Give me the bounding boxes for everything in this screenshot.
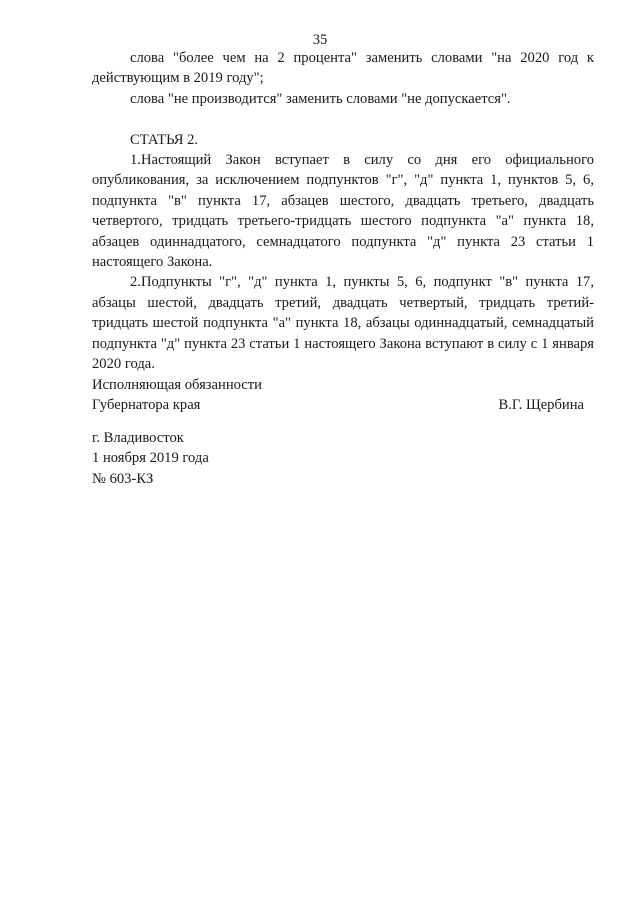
article-heading: СТАТЬЯ 2. — [130, 131, 199, 148]
article-paragraph-1: 1.Настоящий Закон вступает в силу со дня его официального опубликования, за исключением подпунктов "г", "д" пункта 1, пунктов 5, 6, подпункта "в" пункта 17, абзацев шестого, двадцать третьего, двадцать четвертого, тридцать третьего-тридцать шестого подпункта "а" пункта 18, абзацев одиннадцатого, семнадцатого подпункта "д" пункта 23 статьи 1 настоящего Закона. — [92, 152, 594, 271]
document-body — [92, 48, 594, 374]
date: 1 ноября 2019 года — [92, 450, 209, 467]
amendment-paragraph-2: слова "не производится" заменить словами "не допускается". — [130, 90, 511, 107]
city: г. Владивосток — [92, 430, 184, 446]
signatory-title-line-2: Губернатора края — [92, 397, 201, 414]
article-paragraph-2: 2.Подпункты "г", "д" пункта 1, пункты 5, 6, подпункт "в" пункта 17, абзацы шестой, двадцать третий, двадцать четвертый, тридцать третий-тридцать шестой подпункта "а" пункта 18, абзацы одиннадцатый, семнадцатый подпункта "д" пункта 23 статьи 1 настоящего Закона вступают в силу с 1 января 2020 года. — [92, 274, 594, 373]
signatory-row — [92, 395, 594, 415]
signature-block — [92, 375, 594, 416]
signatory-title-line-1: Исполняющая обязанности — [92, 377, 262, 393]
spacer — [92, 109, 594, 129]
amendment-paragraph-1: слова "более чем на 2 процента" заменить словами "на 2020 год к действующим в 2019 году"; — [92, 50, 594, 87]
law-number: № 603-КЗ — [92, 470, 154, 487]
signatory-name: В.Г. Щербина — [498, 397, 584, 414]
page-number: 35 — [312, 32, 328, 48]
place-date-block — [92, 428, 392, 489]
